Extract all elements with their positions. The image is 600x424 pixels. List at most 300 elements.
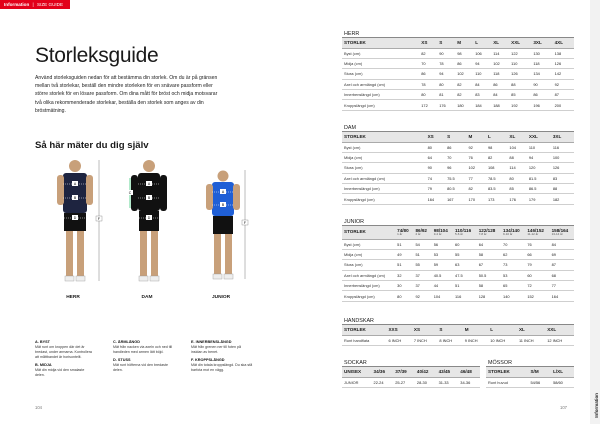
table-cell: 85 — [507, 184, 526, 194]
table-cell: 92 — [467, 142, 486, 152]
table-header-cell: M — [455, 38, 473, 48]
table-header-cell: S — [437, 38, 455, 48]
table-cell: 82 — [455, 79, 473, 89]
table-header-cell: S — [445, 132, 466, 142]
table-cell: 116 — [453, 291, 477, 301]
model-label-herr: HERR — [66, 295, 80, 300]
row-label: Axel och armlängd (cm) — [342, 79, 419, 89]
row-label: Stuss (cm) — [342, 69, 419, 79]
table-row — [342, 142, 574, 152]
dam-shirt — [138, 173, 160, 211]
table-header-cell: L — [473, 38, 491, 48]
table-cell: 60 — [525, 270, 549, 280]
table-cell: 180 — [455, 100, 473, 110]
table-cell: 86 — [491, 79, 509, 89]
table-header-cell: 86/92 2 år — [413, 226, 431, 239]
svg-text:C: C — [128, 191, 132, 195]
table-cell: 176 — [437, 100, 455, 110]
category-tab: Information | SIZE GUIDE — [0, 0, 70, 9]
row-label: Midja (cm) — [342, 152, 426, 162]
row-label: Runt handflata — [342, 335, 386, 345]
table-header-cell: M — [467, 132, 486, 142]
table-header-cell: 43/45 — [437, 367, 459, 377]
table-cell: 79 — [426, 184, 445, 194]
table-cell: 51 — [453, 281, 477, 291]
size-table — [342, 132, 574, 205]
table-row — [342, 291, 574, 301]
table-cell: 78 — [419, 79, 437, 89]
table-cell: 130 — [531, 48, 552, 58]
table-header-row — [342, 132, 574, 142]
table-cell: 126 — [509, 69, 531, 79]
table-header-cell: 134/140 9-10 år — [501, 226, 525, 239]
age-label: 3-4 år — [433, 231, 442, 236]
row-label: Midja (cm) — [342, 249, 395, 259]
table-header-cell: 40/42 — [415, 367, 437, 377]
table-cell: 114 — [491, 48, 509, 58]
age-label: 11-12 år — [527, 231, 539, 236]
table-row — [342, 281, 574, 291]
row-label: Stuss (cm) — [342, 260, 395, 270]
row-label: Kroppslängd (cm) — [342, 194, 426, 204]
table-cell: 92 — [553, 79, 574, 89]
table-cell: 54/56 — [528, 377, 551, 387]
table-cell: 84 — [473, 79, 491, 89]
table-cell: 50.5 — [477, 270, 501, 280]
table-cell: 31-33 — [437, 377, 459, 387]
table-cell: 114 — [507, 163, 526, 173]
table-row — [342, 377, 480, 387]
model-dam-figure — [127, 160, 167, 281]
table-dam-title: DAM — [342, 124, 574, 132]
table-cell: 78 — [437, 58, 455, 68]
row-label: Kroppslängd (cm) — [342, 291, 395, 301]
table-cell: 86 — [419, 69, 437, 79]
table-cell: 94 — [437, 69, 455, 79]
table-header-cell: 158/164 13-14 år — [550, 226, 574, 239]
table-cell: 173 — [486, 194, 507, 204]
table-cell: 184 — [473, 100, 491, 110]
table-header-cell: 110/116 5-6 år — [453, 226, 477, 239]
table-cell: 86.5 — [527, 184, 551, 194]
table-cell: 87 — [553, 90, 574, 100]
table-cell: 63 — [453, 260, 477, 270]
table-header-row — [342, 325, 574, 335]
table-row — [342, 69, 574, 79]
how-to-measure-heading: Så här mäter du dig själv — [35, 140, 149, 151]
table-cell: 179 — [527, 194, 551, 204]
table-cell: 58 — [477, 249, 501, 259]
table-cell: 90 — [437, 48, 455, 58]
table-cell: 152 — [525, 291, 549, 301]
table-row — [342, 152, 574, 162]
age-label: 2 år — [415, 231, 421, 236]
table-cell: 98 — [486, 142, 507, 152]
table-row — [342, 90, 574, 100]
table-row — [342, 270, 574, 280]
table-handskar — [342, 317, 574, 346]
table-header-cell: L/XL — [551, 367, 574, 377]
table-header-cell: 74/80 1 år — [395, 226, 413, 239]
table-header-cell: XXL — [545, 325, 574, 335]
table-row — [342, 173, 574, 183]
junior-shirt — [212, 182, 234, 216]
table-mossor — [486, 359, 574, 388]
table-cell: 86 — [445, 142, 466, 152]
table-cell: 164 — [550, 291, 574, 301]
table-cell: 34-36 — [458, 377, 480, 387]
svg-text:A: A — [221, 190, 225, 194]
table-cell: 118 — [531, 58, 552, 68]
table-header-cell: STORLEK — [342, 132, 426, 142]
table-cell: 84 — [550, 239, 574, 249]
table-cell: 100 — [551, 152, 574, 162]
page-title: Storleksguide — [35, 44, 159, 67]
table-header-cell: XXS — [386, 325, 411, 335]
table-header-cell: L — [486, 132, 507, 142]
size-table — [342, 325, 574, 346]
page-number-left: 104 — [35, 405, 42, 410]
table-cell: 53 — [432, 249, 453, 259]
table-cell: 76 — [525, 239, 549, 249]
row-label: Axel och armlängd (cm) — [342, 173, 426, 183]
table-header-cell: 3XL — [551, 132, 574, 142]
table-cell: 44 — [432, 281, 453, 291]
table-cell: 47.5 — [453, 270, 477, 280]
table-cell: 75.5 — [445, 173, 466, 183]
svg-text:A: A — [147, 182, 151, 186]
table-cell: 140 — [501, 291, 525, 301]
table-header-cell: 98/104 3-4 år — [432, 226, 453, 239]
table-cell: 94 — [527, 152, 551, 162]
table-cell: 164 — [426, 194, 445, 204]
section-label: SIZE GUIDE — [37, 2, 64, 7]
table-cell: 116 — [551, 142, 574, 152]
junior-shorts — [213, 216, 233, 234]
table-handskar-title: HANDSKAR — [342, 317, 574, 325]
table-cell: 72 — [525, 281, 549, 291]
table-cell: 49 — [395, 249, 413, 259]
table-cell: 80 — [395, 291, 413, 301]
table-cell: 37 — [413, 281, 431, 291]
table-row — [342, 79, 574, 89]
table-cell: 86 — [455, 58, 473, 68]
table-cell: 192 — [509, 100, 531, 110]
table-cell: 8 INCH — [437, 335, 462, 345]
table-cell: 77 — [550, 281, 574, 291]
table-row — [342, 194, 574, 204]
table-cell: 80 — [426, 142, 445, 152]
table-cell: 64 — [426, 152, 445, 162]
table-cell: 81 — [437, 90, 455, 100]
table-cell: 55 — [453, 249, 477, 259]
row-label: JUNIOR — [342, 377, 372, 387]
table-header-cell: S/M — [528, 367, 551, 377]
table-cell: 77 — [467, 173, 486, 183]
table-cell: 182 — [551, 194, 574, 204]
row-label: Axel och armlängd (cm) — [342, 270, 395, 280]
side-tab — [590, 0, 600, 424]
table-cell: 82 — [455, 90, 473, 100]
table-cell: 122 — [509, 48, 531, 58]
table-cell: 104 — [507, 142, 526, 152]
table-cell: 25-27 — [393, 377, 415, 387]
table-cell: 80 — [507, 173, 526, 183]
svg-text:D: D — [73, 216, 77, 220]
table-header-cell: XL — [517, 325, 545, 335]
table-cell: 87 — [550, 260, 574, 270]
table-cell: 51 — [395, 239, 413, 249]
model-junior-figure — [206, 170, 248, 279]
model-herr-figure — [57, 160, 102, 281]
table-cell: 128 — [477, 291, 501, 301]
table-cell: 53 — [501, 270, 525, 280]
size-table — [342, 226, 574, 302]
table-header-cell: STORLEK — [342, 226, 395, 239]
table-cell: 134 — [531, 69, 552, 79]
age-label: 7-8 år — [478, 231, 487, 236]
table-sockar-title: SOCKAR — [342, 359, 480, 367]
table-cell: 96 — [445, 163, 466, 173]
table-cell: 80 — [437, 79, 455, 89]
table-cell: 12 INCH — [545, 335, 574, 345]
table-row — [486, 377, 574, 387]
table-cell: 126 — [551, 163, 574, 173]
row-label: Runt huvud — [486, 377, 528, 387]
table-row — [342, 260, 574, 270]
table-cell: 167 — [445, 194, 466, 204]
table-cell: 142 — [553, 69, 574, 79]
table-cell: 82 — [419, 48, 437, 58]
table-row — [342, 249, 574, 259]
table-cell: 6 INCH — [386, 335, 411, 345]
svg-text:F: F — [243, 221, 247, 225]
table-cell: 196 — [531, 100, 552, 110]
table-cell: 73 — [501, 260, 525, 270]
table-cell: 102 — [491, 58, 509, 68]
table-cell: 110 — [527, 142, 551, 152]
table-cell: 176 — [507, 194, 526, 204]
size-table — [342, 367, 480, 388]
table-mossor-title: MÖSSOR — [486, 359, 574, 367]
svg-text:B: B — [221, 203, 225, 207]
table-cell: 84 — [491, 90, 509, 100]
page-number-right: 107 — [560, 405, 567, 410]
table-cell: 11 INCH — [517, 335, 545, 345]
table-cell: 9 INCH — [463, 335, 488, 345]
table-cell: 88 — [551, 184, 574, 194]
table-cell: 40.5 — [432, 270, 453, 280]
table-cell: 80.5 — [445, 184, 466, 194]
table-cell: 66 — [525, 249, 549, 259]
table-cell: 70 — [419, 58, 437, 68]
table-header-cell: XL — [491, 38, 509, 48]
howto-column-3: E. INNERBENSLÄNGD Mät från grenen ner till foten på insidan av benet. F. KROPPSLÄNGD Mät din totala kroppslängd. Du ska stå barfota mot en vägg. — [191, 340, 253, 372]
table-header-cell: 4XL — [553, 38, 574, 48]
table-cell: 120 — [527, 163, 551, 173]
table-cell: 79 — [525, 260, 549, 270]
table-cell: 172 — [419, 100, 437, 110]
svg-text:A: A — [73, 182, 77, 186]
table-header-row — [342, 226, 574, 239]
row-label: Byst (cm) — [342, 239, 395, 249]
age-label: 13-14 år — [551, 231, 563, 236]
table-cell: 88 — [507, 152, 526, 162]
table-cell: 37 — [413, 270, 431, 280]
table-cell: 30 — [395, 281, 413, 291]
table-cell: 82 — [486, 152, 507, 162]
table-cell: 85 — [509, 90, 531, 100]
table-cell: 90 — [426, 163, 445, 173]
table-cell: 102 — [467, 163, 486, 173]
row-label: Midja (cm) — [342, 58, 419, 68]
table-header-cell: XXL — [509, 38, 531, 48]
table-cell: 108 — [486, 163, 507, 173]
table-cell: 138 — [553, 48, 574, 58]
intro-text: Använd storleksguiden nedan för att bestämma din storlek. Om du är på gränsen mellan två storlekar, beställ den mindre storleken för en snävare passform eller större storlek för en lösare passform. Om dina mått för bröst och midja motsvarar två olika rekommenderade storlekar, beställa den storlek som anges av din bröstmätning. — [35, 75, 218, 114]
table-junior — [342, 218, 574, 302]
table-cell: 92 — [413, 291, 431, 301]
table-header-cell: 3XL — [531, 38, 552, 48]
table-header-cell: STORLEK — [342, 38, 419, 48]
table-row — [342, 100, 574, 110]
table-row — [342, 335, 574, 345]
table-cell: 51 — [413, 249, 431, 259]
model-label-dam: DAM — [141, 295, 153, 300]
table-cell: 7 INCH — [412, 335, 437, 345]
table-cell: 83.5 — [486, 184, 507, 194]
svg-text:B: B — [73, 196, 77, 200]
table-header-row — [486, 367, 574, 377]
table-header-cell: S — [437, 325, 462, 335]
table-cell: 69 — [550, 249, 574, 259]
size-table — [486, 367, 574, 388]
table-herr-title: HERR — [342, 30, 574, 38]
table-cell: 10 INCH — [488, 335, 517, 345]
table-cell: 70 — [501, 239, 525, 249]
table-cell: 170 — [467, 194, 486, 204]
table-junior-title: JUNIOR — [342, 218, 574, 226]
table-cell: 104 — [432, 291, 453, 301]
table-cell: 62 — [501, 249, 525, 259]
table-header-cell: UNISEX — [342, 367, 372, 377]
row-label: Innerbenslängd (cm) — [342, 184, 426, 194]
table-cell: 90 — [531, 79, 552, 89]
herr-shirt — [63, 173, 87, 213]
howto-column-2: C. ÄRMLÄNGD Mät från nacken via axeln och ned till handleden med armen lätt böjd. D. STUSS Mät runt höfterna vid den bredaste delen. — [113, 340, 173, 372]
table-cell: 188 — [491, 100, 509, 110]
table-cell: 76 — [467, 152, 486, 162]
table-cell: 94 — [473, 58, 491, 68]
side-tab-label: Information — [594, 393, 599, 418]
table-cell: 32 — [395, 270, 413, 280]
table-header-cell: STORLEK — [486, 367, 528, 377]
table-cell: 60 — [453, 239, 477, 249]
table-sockar — [342, 359, 480, 388]
dam-shorts — [139, 211, 159, 231]
top-bar — [0, 0, 600, 9]
table-cell: 81.5 — [527, 173, 551, 183]
table-row — [342, 48, 574, 58]
table-cell: 68 — [550, 270, 574, 280]
table-cell: 200 — [553, 100, 574, 110]
table-cell: 67 — [477, 260, 501, 270]
table-cell: 110 — [509, 58, 531, 68]
row-label: Byst (cm) — [342, 48, 419, 58]
row-label: Byst (cm) — [342, 142, 426, 152]
howto-column-1: A. BYST Mät runt om kroppen där det är bredast, under armarna. Kontrollera att måttbandet är horisontellt. B. MIDJA Mät din midja vid den smalaste delen. — [35, 340, 92, 377]
table-row — [342, 239, 574, 249]
table-row — [342, 58, 574, 68]
size-table — [342, 38, 574, 111]
model-illustrations — [35, 158, 265, 298]
table-cell: 22-24 — [372, 377, 394, 387]
table-cell: 78.5 — [486, 173, 507, 183]
model-label-junior: JUNIOR — [211, 295, 231, 300]
table-cell: 98 — [455, 48, 473, 58]
table-header-cell: 34/36 — [372, 367, 394, 377]
table-header-cell: L — [488, 325, 517, 335]
table-header-cell: XL — [507, 132, 526, 142]
table-header-cell: XS — [412, 325, 437, 335]
svg-text:F: F — [97, 217, 101, 221]
table-header-cell: 122/128 7-8 år — [477, 226, 501, 239]
table-row — [342, 163, 574, 173]
table-cell: 64 — [477, 239, 501, 249]
table-cell: 83 — [473, 90, 491, 100]
age-label: 5-6 år — [455, 231, 463, 236]
table-cell: 58/60 — [551, 377, 574, 387]
table-cell: 51 — [395, 260, 413, 270]
svg-text:D: D — [147, 216, 151, 220]
table-header-cell: 37/39 — [393, 367, 415, 377]
table-cell: 102 — [455, 69, 473, 79]
table-cell: 83 — [551, 173, 574, 183]
table-cell: 74 — [426, 173, 445, 183]
table-cell: 82 — [467, 184, 486, 194]
category-label: Information — [4, 2, 30, 7]
table-cell: 65 — [501, 281, 525, 291]
age-label: 9-10 år — [503, 231, 513, 236]
table-header-cell: XS — [426, 132, 445, 142]
table-cell: 106 — [473, 48, 491, 58]
table-cell: 58 — [477, 281, 501, 291]
row-label: Kroppslängd (cm) — [342, 100, 419, 110]
table-cell: 110 — [473, 69, 491, 79]
table-cell: 55 — [413, 260, 431, 270]
row-label: Innerbenslängd (cm) — [342, 281, 395, 291]
table-header-cell: XXL — [527, 132, 551, 142]
table-row — [342, 184, 574, 194]
table-cell: 56 — [432, 239, 453, 249]
table-cell: 80 — [419, 90, 437, 100]
table-header-cell: STORLEK — [342, 325, 386, 335]
table-cell: 70 — [445, 152, 466, 162]
age-label: 1 år — [397, 231, 403, 236]
row-label: Innerbenslängd (cm) — [342, 90, 419, 100]
svg-text:B: B — [147, 196, 151, 200]
table-cell: 59 — [432, 260, 453, 270]
row-label: Stuss (cm) — [342, 163, 426, 173]
table-cell: 118 — [491, 69, 509, 79]
table-header-cell: M — [463, 325, 488, 335]
table-herr — [342, 30, 574, 111]
table-cell: 86 — [531, 90, 552, 100]
table-dam — [342, 124, 574, 205]
model-figures — [35, 158, 265, 298]
table-header-row — [342, 38, 574, 48]
table-header-cell: 46/48 — [458, 367, 480, 377]
